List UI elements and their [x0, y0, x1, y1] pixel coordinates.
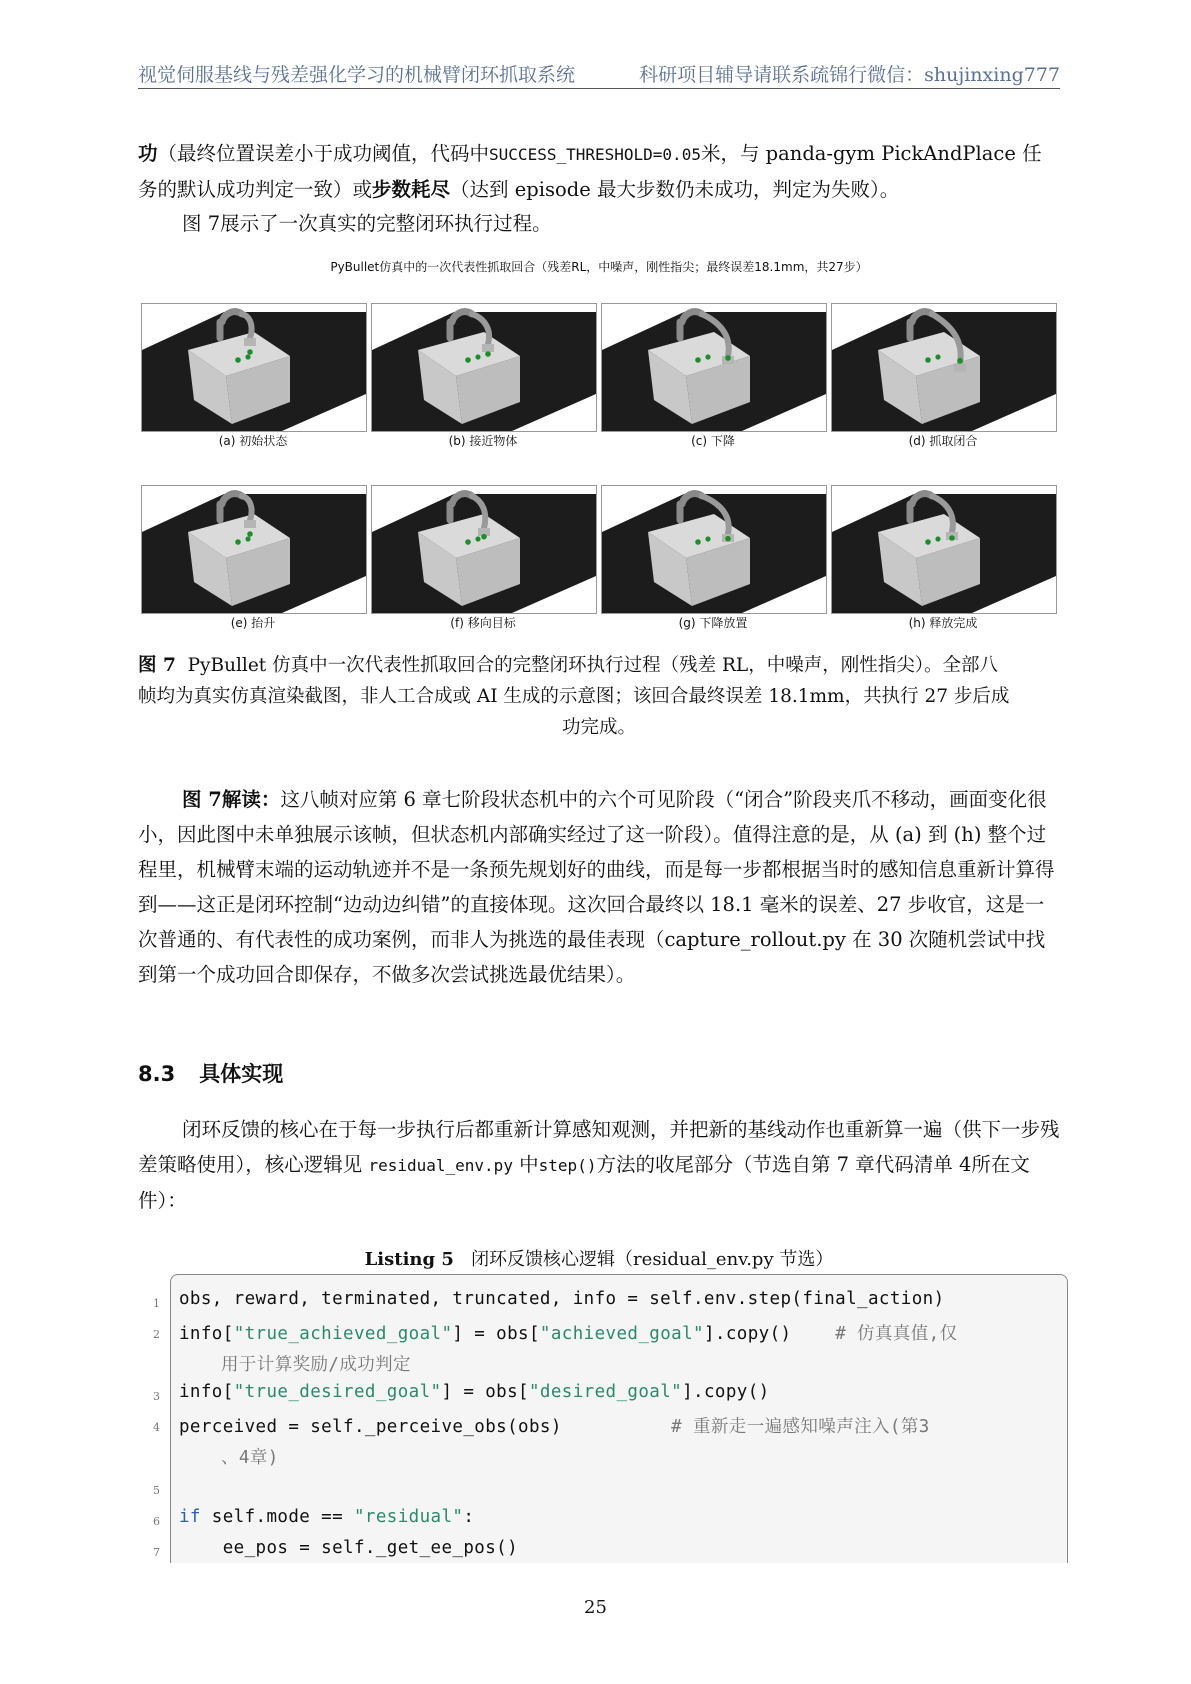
sim-frame-label: (a) 初始状态: [218, 434, 288, 448]
sim-frame-panel: [141, 303, 367, 432]
sim-frame-label: (d) 抓取闭合: [908, 434, 978, 448]
header-contact: 科研项目辅导请联系疏锦行微信：shujinxing777: [639, 64, 1060, 86]
line-number: 3: [153, 1390, 160, 1403]
figure-caption: 图 7 PyBullet 仿真中一次代表性抓取回合的完整闭环执行过程（残差 RL，中噪声，刚性指尖）。全部八 帧均为真实仿真渲染截图，非人工合成或 AI 生成的示意图；该回合最终误差 18.1mm，共执行 27 步后成 功完成。: [138, 655, 1010, 738]
sim-frame-label: (e) 抬升: [230, 616, 276, 630]
line-number: 7: [153, 1546, 160, 1559]
figure-title: PyBullet仿真中的一次代表性抓取回合（残差RL，中噪声，刚性指尖；最终误差18.1mm，共27步）: [330, 260, 868, 274]
sim-frame-panel: [371, 303, 597, 432]
header-title: 视觉伺服基线与残差强化学习的机械臂闭环抓取系统: [138, 64, 576, 86]
paragraph-figure-interpretation: 图 7解读：这八帧对应第 6 章七阶段状态机中的六个可见阶段（“闭合”阶段夹爪不移动，画面变化很小，因此图中未单独展示该帧，但状态机内部确实经过了这一阶段）。值得注意的是，从 (a) 到 (h) 整个过程里，机械臂末端的运动轨迹并不是一条预先规划好的曲线，而是每一步都根据当时的感知信息重新计算得到——这正是闭环控制“边动边纠错”的直接体现。这次回合最终以 18.1 毫米的误差、27 步收官，这是一次普通的、有代表性的成功案例，而非人为挑选的最佳表现（capture_rollout.py 在 30 次随机尝试中找到第一个成功回合即保存，不做多次尝试挑选最优结果）。: [138, 788, 1055, 986]
sim-frame-panel: [371, 485, 597, 614]
sim-frame-label: (c) 下降: [691, 434, 735, 448]
line-number: 6: [153, 1515, 160, 1528]
paragraph-success-criteria: 功（最终位置误差小于成功阈值，代码中SUCCESS_THRESHOLD=0.05米，与 panda-gym PickAndPlace 任务的默认成功判定一致）或步数耗尽（达到 episode 最大步数仍未成功，判定为失败）。: [138, 142, 1042, 201]
sim-frame-label: (f) 移向目标: [450, 616, 516, 630]
sim-frame-label: (h) 释放完成: [908, 616, 978, 630]
code-comment-continuation: 、4章): [221, 1448, 279, 1468]
code-line: info["true_achieved_goal"] = obs["achieved_goal"].copy() # 仿真真值,仅: [179, 1324, 958, 1344]
sim-frame-panel: [601, 485, 827, 614]
code-listing: [170, 1274, 1068, 1563]
listing-caption: Listing 5 闭环反馈核心逻辑（residual_env.py 节选）: [364, 1249, 834, 1270]
sim-frame-panel: [831, 485, 1057, 614]
page-number: 25: [584, 1597, 607, 1618]
code-comment-continuation: 用于计算奖励/成功判定: [221, 1355, 411, 1375]
code-line: ee_pos = self._get_ee_pos(): [179, 1538, 519, 1558]
code-line: info["true_desired_goal"] = obs["desired_goal"].copy(): [179, 1382, 770, 1402]
code-line: obs, reward, terminated, truncated, info = self.env.step(final_action): [179, 1289, 945, 1309]
sim-frame-panel: [141, 485, 367, 614]
running-header: [138, 58, 1060, 89]
line-number: 1: [153, 1297, 160, 1310]
sim-frame-label: (b) 接近物体: [448, 434, 518, 448]
code-line: perceived = self._perceive_obs(obs) # 重新走一遍感知噪声注入(第3: [179, 1417, 930, 1437]
paragraph-figure-intro: 图 7展示了一次真实的完整闭环执行过程。: [182, 212, 552, 235]
sim-frame-panel: [831, 303, 1057, 432]
line-number: 5: [153, 1484, 160, 1497]
code-line: if self.mode == "residual":: [179, 1507, 475, 1527]
line-number: 2: [153, 1328, 160, 1341]
section-heading: 8.3 具体实现: [138, 1062, 284, 1086]
line-number: 4: [153, 1421, 160, 1434]
sim-frame-label: (g) 下降放置: [678, 616, 748, 630]
paragraph-implementation: 闭环反馈的核心在于每一步执行后都重新计算感知观测，并把新的基线动作也重新算一遍（供下一步残差策略使用），核心逻辑见 residual_env.py 中step()方法的收尾部分（节选自第 7 章代码清单 4所在文件）：: [138, 1118, 1060, 1212]
sim-frame-panel: [601, 303, 827, 432]
